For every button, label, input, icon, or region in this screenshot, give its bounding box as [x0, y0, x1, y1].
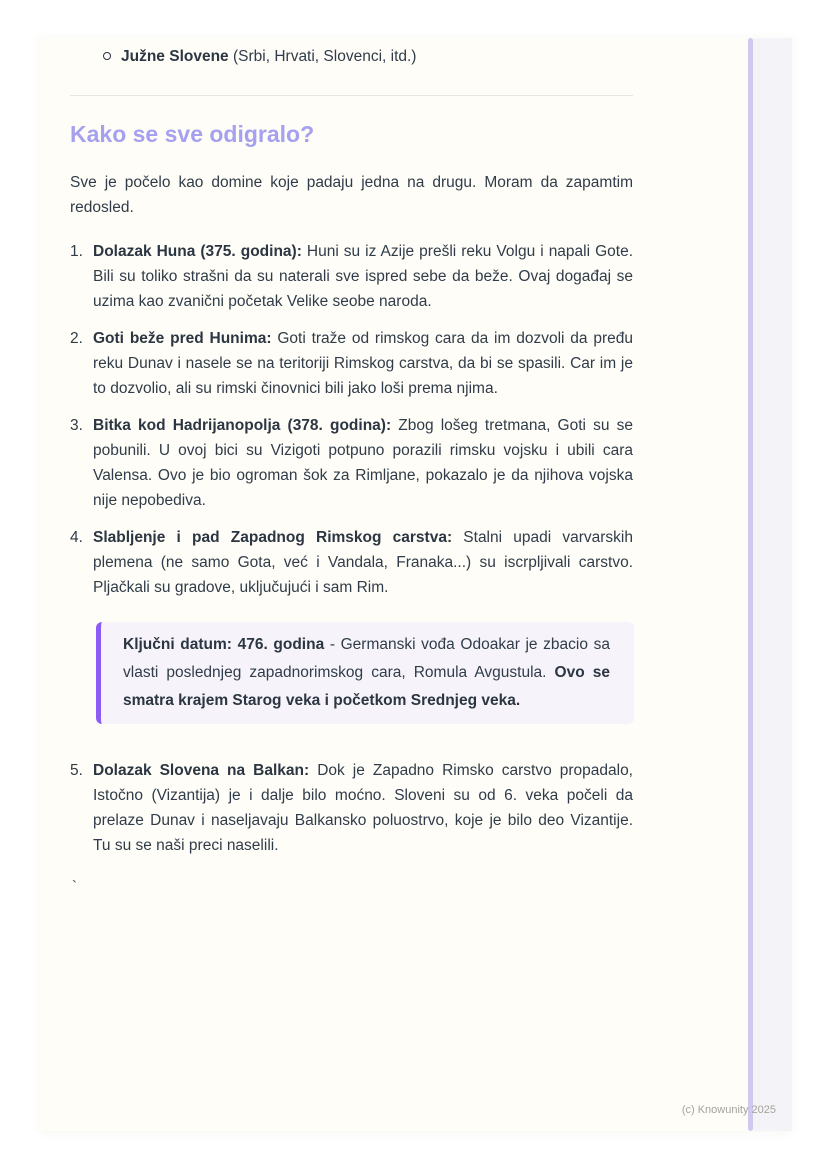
page-edge-panel	[753, 38, 792, 1131]
list-number: 4.	[70, 529, 83, 546]
footer-copyright: (c) Knowunity 2025	[681, 1104, 776, 1116]
list-number: 1.	[70, 243, 83, 260]
callout-bold-tail: Ovo se smatra krajem Starog veka i početkom Srednjeg veka.	[123, 664, 610, 709]
circle-bullet-icon	[103, 52, 111, 60]
list-item-text	[93, 413, 633, 513]
list-item	[103, 44, 633, 69]
list-item-bold: Dolazak Slovena na Balkan:	[93, 762, 310, 779]
list-item-text	[93, 239, 633, 314]
section-divider	[70, 95, 633, 96]
list-item	[70, 326, 633, 401]
list-item-text	[93, 758, 633, 858]
page-edge-scrollbar	[748, 38, 753, 1131]
list-item	[70, 239, 633, 314]
list-item-bold: Goti beže pred Hunima:	[93, 330, 272, 347]
callout-bold-lead: Ključni datum: 476. godina	[123, 636, 325, 653]
bullet-item-bold: Južne Slovene	[121, 48, 229, 65]
document-page	[40, 38, 792, 1131]
key-date-callout	[96, 622, 634, 724]
list-item	[70, 525, 633, 600]
list-item-rest: Zbog lošeg tretmana, Goti su se pobunili. U ovoj bici su Vizigoti potpuno porazili rimsku vojsku i ubili cara Valensa. Ovo je bio ogroman šok za Rimljane, pokazalo je da njihova vojska nije nepobediva.	[93, 417, 633, 509]
list-item-rest: Stalni upadi varvarskih plemena (ne samo Gota, već i Vandala, Franaka...) su iscrpljivali carstvo. Pljačkali su gradove, uključujući i sam Rim.	[93, 529, 633, 596]
numbered-list	[70, 239, 633, 858]
list-number: 3.	[70, 417, 83, 434]
bullet-item-text	[121, 44, 416, 69]
list-item	[70, 758, 633, 858]
list-number: 5.	[70, 762, 83, 779]
list-item-rest: Dok je Zapadno Rimsko carstvo propadalo, Istočno (Vizantija) je i dalje bilo moćno. Sloveni su od 6. veka počeli da prelaze Dunav i naseljavaju Balkansko poluostrvo, koje je bilo deo Vizantije. Tu su se naši preci naselili.	[93, 762, 633, 854]
list-item-text	[93, 525, 633, 600]
list-number: 2.	[70, 330, 83, 347]
document-content	[70, 38, 633, 899]
list-item-rest: Huni su iz Azije prešli reku Volgu i napali Gote. Bili su toliko strašni da su naterali sve ispred sebe da beže. Ovaj događaj se uzima kao zvanični početak Velike seobe naroda.	[93, 243, 633, 310]
stray-backtick: `	[72, 878, 77, 895]
bullet-item-rest: (Srbi, Hrvati, Slovenci, itd.)	[228, 48, 417, 65]
callout-middle: - Germanski vođa Odoakar je zbacio sa vlasti poslednjeg zapadnorimskog cara, Romula Avgustula.	[123, 636, 610, 681]
section-heading: Kako se sve odigralo?	[70, 121, 315, 147]
list-item-bold: Bitka kod Hadrijanopolja (378. godina):	[93, 417, 392, 434]
list-item-bold: Dolazak Huna (375. godina):	[93, 243, 302, 260]
list-item-rest: Goti traže od rimskog cara da im dozvoli da pređu reku Dunav i nasele se na teritoriji Rimskog carstva, da bi se spasili. Car im je to dozvolio, ali su rimski činovnici bili jako loši prema njima.	[93, 330, 633, 397]
list-item	[70, 413, 633, 513]
intro-paragraph: Sve je počelo kao domine koje padaju jedna na drugu. Moram da zapamtim redosled.	[70, 174, 633, 216]
list-item-bold: Slabljenje i pad Zapadnog Rimskog carstva:	[93, 529, 453, 546]
list-item-text	[93, 326, 633, 401]
